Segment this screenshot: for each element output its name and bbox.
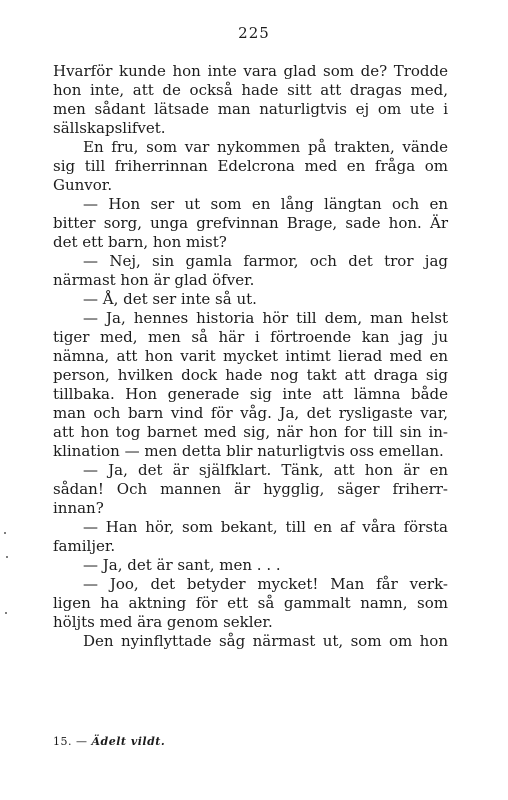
signature-number: 15.	[53, 735, 72, 748]
text-line: man och barn vind för våg. Ja, det rysligaste var,	[53, 404, 448, 422]
text-line: — Hon ser ut som en lång längtan och en	[83, 195, 448, 213]
text-line: — Ja, det är sant, men . . .	[83, 556, 281, 574]
paper-speck	[6, 556, 8, 558]
body-text	[53, 62, 448, 651]
paper-speck	[5, 612, 7, 614]
page-number: 225	[238, 24, 270, 42]
text-line: tillbaka. Hon generade sig inte att lämna både	[53, 385, 448, 403]
text-line: — Ja, hennes historia hör till dem, man helst	[83, 309, 448, 327]
text-line: — Ja, det är själfklart. Tänk, att hon är en	[83, 461, 448, 479]
text-line: — Han hör, som bekant, till en af våra första	[83, 518, 448, 536]
text-line: Den nyinflyttade såg närmast ut, som om hon	[83, 632, 448, 650]
printer-signature	[53, 735, 165, 748]
text-line: — Joo, det betyder mycket! Man får verk-	[83, 575, 448, 593]
text-line: Gunvor.	[53, 176, 113, 194]
text-line: innan?	[53, 499, 104, 517]
text-line: Hvarför kunde hon inte vara glad som de? Trodde	[53, 62, 448, 80]
paper-speck	[4, 532, 6, 534]
signature-dash: —	[76, 735, 88, 748]
text-line: men sådant lätsade man naturligtvis ej om ute i	[53, 100, 448, 118]
text-line: nämna, att hon varit mycket intimt lierad med en	[53, 347, 448, 365]
text-line: sig till friherrinnan Edelcrona med en fråga om	[53, 157, 448, 175]
text-line: ligen ha aktning för ett så gammalt namn, som	[53, 594, 448, 612]
text-line: familjer.	[53, 537, 116, 555]
text-line: — Nej, sin gamla farmor, och det tror jag	[83, 252, 448, 270]
text-line: höljts med ära genom sekler.	[53, 613, 273, 631]
text-line: det ett barn, hon mist?	[53, 233, 227, 251]
text-line: sällskapslifvet.	[53, 119, 166, 137]
text-line: hon inte, att de också hade sitt att dragas med,	[53, 81, 448, 99]
text-line: klination — men detta blir naturligtvis oss emellan.	[53, 442, 444, 460]
text-line: bitter sorg, unga grefvinnan Brage, sade hon. Är	[53, 214, 448, 232]
text-line: tiger med, men så här i förtroende kan jag ju	[53, 328, 448, 346]
text-line: att hon tog barnet med sig, när hon for till sin in-	[53, 423, 448, 441]
text-line: — Å, det ser inte så ut.	[83, 290, 257, 308]
text-line: person, hvilken dock hade nog takt att draga sig	[53, 366, 448, 384]
text-line: sådan! Och mannen är hygglig, säger friherr-	[53, 480, 448, 498]
text-line: närmast hon är glad öfver.	[53, 271, 255, 289]
text-line: En fru, som var nykommen på trakten, vände	[83, 138, 448, 156]
signature-title: Ädelt vildt.	[91, 735, 166, 748]
